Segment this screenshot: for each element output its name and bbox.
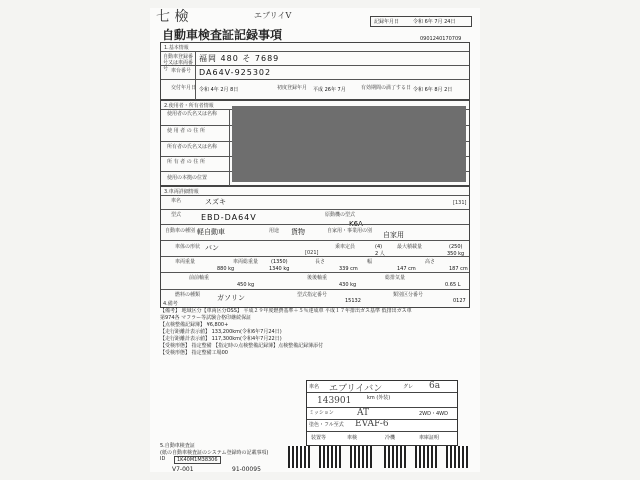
maker-code: [131] <box>453 200 467 206</box>
capacity-1: (4) <box>375 244 383 250</box>
gross-weight-1: (1350) <box>271 259 288 265</box>
rear-axle-label: 後後軸重 <box>307 275 328 281</box>
user-name-label: 使用者の氏名又は名称 <box>167 111 218 117</box>
remarks-block <box>160 308 470 357</box>
card-color-label: 塗色・フル至式 <box>309 422 344 428</box>
remark-line: 第974各 マフラー等試験合格印継続保証 <box>160 315 252 321</box>
footer-left-code: V7-001 <box>172 466 194 473</box>
body-code: [021] <box>305 250 319 256</box>
registration-number: 福岡 480 そ 7689 <box>199 54 280 63</box>
qr-code <box>384 446 406 468</box>
engine-label: 原動機の型式 <box>325 212 356 218</box>
remark-line: 【点検整備記録簿】 ¥6,800+ <box>160 322 229 328</box>
qr-code <box>415 446 437 468</box>
qr-code <box>350 446 372 468</box>
qr-code <box>288 446 310 468</box>
remark-line: 【受検形態】 指定整備 【指定時の点検整備記録簿】点検整備記録簿添付 <box>160 343 324 349</box>
card-grade: 6a <box>429 381 441 391</box>
remark-line: 【備考】 地域区分【車両区分OSS】 平成２９年度燃費基準＋５％達成車 平成１７年排出ガス基準 低排出ガス車 <box>160 308 412 314</box>
card-mission: AT <box>357 408 370 418</box>
card-garage-label: 車庫証明 <box>419 435 440 441</box>
length-label: 長さ <box>315 259 326 265</box>
owner-name-label: 所有者の氏名又は名称 <box>167 144 218 150</box>
use-label: 用途 <box>269 228 280 234</box>
purpose-label: 自家用・事業用の別 <box>327 228 373 234</box>
width: 147 cm <box>397 266 416 272</box>
handwritten-model-note: エブリイV <box>254 11 292 20</box>
fuel-type: ガソリン <box>217 294 245 302</box>
card-mileage: 143901 <box>317 396 352 406</box>
type-designation-number: 15132 <box>345 298 361 304</box>
height: 187 cm <box>449 266 468 272</box>
vehicle-use: 貨物 <box>291 228 305 236</box>
card-cooling-label: 冷機 <box>385 435 396 441</box>
expiry-date: 令和 6年 8月 2日 <box>413 87 453 93</box>
footer-right-code: 91-00095 <box>232 466 261 473</box>
qr-code <box>319 446 341 468</box>
remark-line: 【走行距離計表示値】 117,300km(令和4年7月22日) <box>160 336 282 342</box>
footer-note: (紙の自動車検査証のシステム登録時の記載事項) <box>160 450 269 456</box>
body-label: 車体の形状 <box>175 244 201 250</box>
maker-label: 車名 <box>171 198 182 204</box>
remarks-section-label: 4.備考 <box>163 301 178 307</box>
body-shape: バン <box>205 244 219 252</box>
remark-line: 【走行距離計表示値】 133,200km(令和6年7月24日) <box>160 329 282 335</box>
front-axle-weight: 450 kg <box>237 282 255 288</box>
card-car-name: エブリイバン <box>329 384 383 394</box>
front-axle-label: 前前軸重 <box>189 275 210 281</box>
gross-weight-2: 1340 kg <box>269 266 290 272</box>
handwritten-note: 七 檢 <box>156 9 189 25</box>
model-label: 型式 <box>171 212 182 218</box>
vehicle-note-card <box>306 380 458 446</box>
user-address-label: 使 用 者 の 住 所 <box>167 128 205 134</box>
chassis-number: DA64V-925302 <box>199 68 272 77</box>
card-drive: 2WD・4WD <box>419 411 448 417</box>
card-equip-label: 装置等 <box>311 435 327 441</box>
chassis-label: 車台番号 <box>171 68 192 74</box>
expiry-label: 有効期間の満了する日 <box>361 85 412 91</box>
page-title: 自動車検査証記録事項 <box>162 28 283 42</box>
section-label: 1.基本情報 <box>164 45 189 51</box>
card-mission-label: ミッション <box>309 410 334 416</box>
rear-axle-weight: 430 kg <box>339 282 357 288</box>
maker: スズキ <box>205 198 226 206</box>
width-label: 幅 <box>367 259 373 265</box>
card-km-label: km (外装) <box>367 395 391 401</box>
basic-info-table <box>160 42 470 100</box>
card-car-label: 車名 <box>309 384 320 390</box>
footer-id-label: ID <box>160 456 166 462</box>
record-date-value: 令和 6年 7月 24日 <box>413 19 456 25</box>
document-number: 0901240170709 <box>420 36 462 42</box>
displacement-label: 総排気量 <box>385 275 406 281</box>
vehicle-kind: 軽自動車 <box>197 228 225 236</box>
height-label: 高さ <box>425 259 436 265</box>
max-load-2: 350 kg <box>447 251 465 257</box>
model-code: EBD-DA64V <box>201 213 257 222</box>
record-date-label: 記録年月日 <box>374 19 400 25</box>
issue-date: 令和 4年 2月 8日 <box>199 87 239 93</box>
type-no-label: 型式指定番号 <box>297 292 328 298</box>
redacted-block <box>232 106 466 182</box>
displacement: 0.65 L <box>445 282 461 288</box>
engine-model: K6A <box>349 220 363 228</box>
vehicle-detail-table <box>160 186 470 308</box>
class-no-label: 類別区分番号 <box>393 292 424 298</box>
fuel-label: 燃料の種類 <box>175 292 201 298</box>
max-load-label: 最大積載量 <box>397 244 423 250</box>
first-registration: 平成 26年 7月 <box>313 87 346 93</box>
qr-code <box>446 446 468 468</box>
max-load-1: (250) <box>449 244 463 250</box>
owner-address-label: 所 有 者 の 住 所 <box>167 159 205 165</box>
capacity-label: 乗車定員 <box>335 244 356 250</box>
vehicle-weight: 880 kg <box>217 266 235 272</box>
reg-no-label: 自動車登録番号又は車両番号 <box>163 54 194 72</box>
card-grade-label: グレ <box>403 384 414 390</box>
footer-id-value: 1K40M1M38306 <box>174 456 221 464</box>
section-label: 3.車両詳細情報 <box>164 189 199 195</box>
card-inspection-label: 車検 <box>347 435 358 441</box>
vehicle-purpose: 自家用 <box>383 231 404 239</box>
issue-date-label: 交付年月日 <box>171 85 197 91</box>
record-date-box <box>370 16 472 27</box>
kind-label: 自動車の種別 <box>165 228 196 234</box>
footer-section-label: 5.自動車検査証 <box>160 443 195 449</box>
weight-label: 車両重量 <box>175 259 196 265</box>
length: 339 cm <box>339 266 358 272</box>
first-reg-label: 初度登録年月 <box>277 85 308 91</box>
base-location-label: 使用の本拠の位置 <box>167 175 208 181</box>
gross-label: 車両総重量 <box>233 259 259 265</box>
remark-line: 【受検形態】 指定整備工場00 <box>160 350 228 356</box>
class-number: 0127 <box>453 298 466 304</box>
capacity-2: 2 人 <box>375 251 385 257</box>
section-label: 2.使用者・所有者情報 <box>164 103 214 109</box>
card-color: EVAF-6 <box>355 419 389 429</box>
